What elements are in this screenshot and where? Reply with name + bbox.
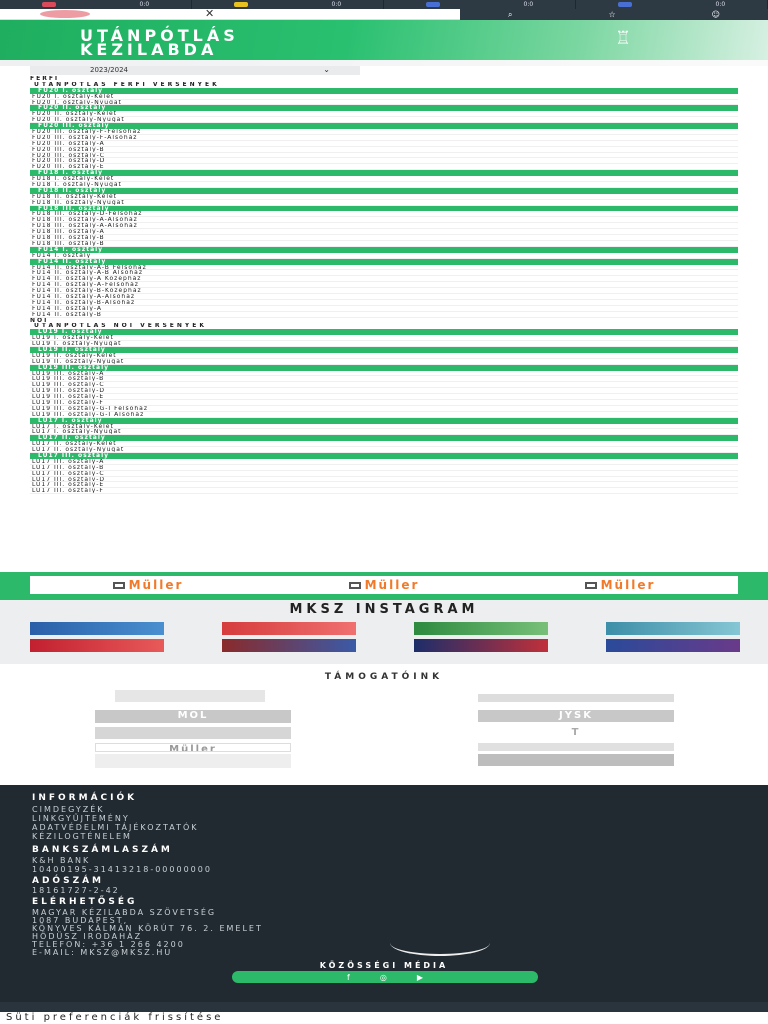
league-link[interactable]: FU20 III. osztály-C: [30, 153, 738, 159]
instagram-post[interactable]: [222, 639, 356, 652]
league-link[interactable]: LU17 III. osztály-E: [30, 482, 738, 488]
league-link[interactable]: LU19 III. osztály-E: [30, 394, 738, 400]
cookie-preferences-link[interactable]: Süti preferenciák frissítése: [0, 1012, 768, 1024]
footer-contact-line: HÖDÜSZ IRODAHÁZ: [32, 932, 143, 941]
league-link[interactable]: FU20 III. osztály-D: [30, 158, 738, 164]
chevron-down-icon: ⌄: [323, 66, 330, 74]
league-link[interactable]: FU18 III. osztály-A-Alsóház: [30, 217, 738, 223]
supporter-logo[interactable]: [95, 727, 291, 739]
footer-info-title: INFORMÁCIÓK: [32, 793, 138, 803]
league-link[interactable]: FU18 III. osztály-A-Alsóház: [30, 223, 738, 229]
match-score: 0:0: [331, 1, 342, 8]
match-score: 0:0: [715, 1, 726, 8]
footer-contact-line: 1087 BUDAPEST,: [32, 916, 129, 925]
league-link[interactable]: FU20 III. osztály-E: [30, 164, 738, 170]
footer-tax-title: ADÓSZÁM: [32, 876, 105, 886]
league-link[interactable]: FU18 I. osztály-Kelet: [30, 176, 738, 182]
trophy-icon: ♖: [615, 28, 632, 49]
league-link[interactable]: FU20 I. osztály-Nyugat: [30, 100, 738, 106]
section-heading: UTÁNPÓTLÁS FÉRFI VERSENYEK: [34, 81, 220, 88]
instagram-post[interactable]: [222, 622, 356, 635]
match-score-item[interactable]: [192, 0, 384, 9]
league-group-header: LU19 III. osztály: [30, 365, 738, 371]
footer-link[interactable]: ADATVÉDELMI TÁJÉKOZTATÓK: [32, 823, 199, 832]
footer-bank-title: BANKSZÁMLASZÁM: [32, 845, 173, 855]
league-group-header: LU17 II. osztály: [30, 435, 738, 441]
league-link[interactable]: LU17 I. osztály-Kelet: [30, 424, 738, 430]
nav-actions: [460, 9, 768, 20]
league-link[interactable]: FU14 II. osztály-A-B Felsőház: [30, 265, 738, 271]
section-label: NŐI: [30, 317, 49, 324]
sponsor-logo[interactable]: Müller: [349, 578, 420, 592]
league-link[interactable]: LU19 II. osztály-Kelet: [30, 353, 738, 359]
league-link[interactable]: LU19 III. osztály-C: [30, 382, 738, 388]
match-score: 0:0: [523, 1, 534, 8]
match-score-item[interactable]: [0, 0, 192, 9]
footer-link[interactable]: CIMDEGYZÉK: [32, 805, 105, 814]
league-link[interactable]: FU14 II. osztály-A-Alsóház: [30, 294, 738, 300]
league-group-header: FU20 I. osztály: [30, 88, 738, 94]
match-score: 0:0: [139, 1, 150, 8]
league-link[interactable]: FU20 III. osztály-F-Felsőház: [30, 129, 738, 135]
section-heading: UTÁNPÓTLÁS NŐI VERSENYEK: [34, 323, 207, 330]
close-icon[interactable]: ✕: [205, 7, 215, 20]
league-link[interactable]: FU20 I. osztály-Kelet: [30, 94, 738, 100]
hero-banner: [0, 20, 768, 60]
footer-link[interactable]: LINKGYŰJTEMÉNY: [32, 814, 130, 823]
youtube-icon[interactable]: ▶: [416, 972, 423, 982]
supporter-logo[interactable]: [478, 743, 674, 751]
supporter-logo-jysk[interactable]: JYSK: [478, 710, 674, 722]
league-link[interactable]: FU20 II. osztály-Nyugat: [30, 117, 738, 123]
season-value: 2023/2024: [90, 66, 128, 74]
footer-bank-name: K&H BANK: [32, 856, 91, 865]
competition-list: [0, 66, 768, 570]
instagram-post[interactable]: [606, 622, 740, 635]
live-score-strip: [0, 0, 768, 9]
footer-email[interactable]: E-MAIL: MKSZ@MKSZ.HU: [32, 948, 173, 957]
social-links: [232, 971, 538, 983]
supporter-logo-telekom[interactable]: T: [478, 727, 674, 739]
team-logo-icon: [426, 2, 440, 7]
copyright: [0, 1002, 768, 1012]
top-nav: [0, 9, 768, 20]
league-group-header: FU14 I. osztály: [30, 247, 738, 253]
league-link[interactable]: FU14 II. osztály-A-B Alsóház: [30, 270, 738, 276]
site-footer: [0, 785, 768, 1002]
league-group-header: LU17 III. osztály: [30, 453, 738, 459]
league-link[interactable]: FU14 II. osztály-B-Alsóház: [30, 300, 738, 306]
league-link[interactable]: FU14 II. osztály-A Középház: [30, 276, 738, 282]
team-logo-icon: [42, 2, 56, 7]
league-link[interactable]: FU18 III. osztály-A: [30, 229, 738, 235]
sponsor-band: [0, 572, 768, 600]
instagram-post[interactable]: [606, 639, 740, 652]
page-title-line2: KÉZILABDA: [80, 40, 218, 59]
league-group-header: FU18 III. osztály: [30, 206, 738, 212]
instagram-post[interactable]: [30, 622, 164, 635]
league-link[interactable]: LU17 II. osztály-Kelet: [30, 441, 738, 447]
league-link[interactable]: LU17 III. osztály-D: [30, 477, 738, 483]
league-link[interactable]: FU18 III. osztály-B: [30, 235, 738, 241]
league-link[interactable]: FU18 II. osztály-Nyugat: [30, 200, 738, 206]
competition-lines: [30, 76, 738, 494]
footer-tax-number: 18161727-2-42: [32, 886, 120, 895]
league-link[interactable]: FU14 II. osztály-A-Felsőház: [30, 282, 738, 288]
team-logo-icon: [234, 2, 248, 7]
footer-bank-account: 10400195-31413218-00000000: [32, 865, 212, 874]
sponsor-band-inner: [30, 576, 738, 594]
league-link[interactable]: LU19 III. osztály-F: [30, 400, 738, 406]
supporter-logo[interactable]: [478, 754, 674, 766]
season-select[interactable]: [30, 66, 360, 75]
league-group-header: FU14 II. osztály: [30, 259, 738, 265]
footer-link[interactable]: KÉZILOGTÉNELEM: [32, 832, 132, 841]
instagram-title: MKSZ INSTAGRAM: [289, 602, 479, 617]
league-link[interactable]: FU14 I. osztály: [30, 253, 738, 259]
league-link[interactable]: FU20 II. osztály-Kelet: [30, 111, 738, 117]
instagram-section: [0, 600, 768, 664]
social-media-title: KÖZÖSSÉGI MÉDIA: [319, 961, 449, 970]
facebook-icon[interactable]: f: [347, 972, 350, 982]
supporter-logo[interactable]: [95, 754, 291, 768]
league-link[interactable]: LU19 III. osztály-G-I Alsóház: [30, 412, 738, 418]
star-icon[interactable]: ☆: [608, 10, 616, 19]
league-link[interactable]: FU18 III. osztály-D-Felsőház: [30, 211, 738, 217]
supporter-logo[interactable]: [115, 690, 265, 702]
league-link[interactable]: LU19 II. osztály-Nyugat: [30, 359, 738, 365]
league-link[interactable]: LU19 I. osztály-Kelet: [30, 335, 738, 341]
league-group-header: FU20 III. osztály: [30, 123, 738, 129]
footer-contact-line: TELEFON: +36 1 266 4200: [32, 940, 185, 949]
league-group-header: FU18 I. osztály: [30, 170, 738, 176]
supporter-logo-mol[interactable]: MOL: [95, 710, 291, 723]
league-group-header: FU18 II. osztály: [30, 188, 738, 194]
league-link[interactable]: FU14 II. osztály-B: [30, 312, 738, 318]
league-link[interactable]: LU17 I. osztály-Nyugat: [30, 429, 738, 435]
supporters-title: TÁMOGATÓINK: [324, 672, 444, 682]
league-link[interactable]: LU17 III. osztály-F: [30, 488, 738, 494]
section-label: FÉRFI: [30, 76, 60, 82]
league-link[interactable]: FU18 III. osztály-B: [30, 241, 738, 247]
instagram-icon[interactable]: ◎: [379, 972, 387, 982]
league-link[interactable]: LU17 III. osztály-B: [30, 465, 738, 471]
instagram-post[interactable]: [414, 639, 548, 652]
instagram-post[interactable]: [30, 639, 164, 652]
user-icon[interactable]: ☺: [711, 10, 720, 19]
footer-contact-line: KÖNYVES KÁLMÁN KÖRÚT 76. 2. EMELET: [32, 924, 263, 933]
league-link[interactable]: FU14 II. osztály-A: [30, 306, 738, 312]
league-link[interactable]: LU19 III. osztály-B: [30, 376, 738, 382]
page-title-line1: UTÁNPÓTLÁS: [80, 26, 239, 45]
footer-contact-title: ELÉRHETŐSÉG: [32, 897, 138, 907]
league-group-header: LU19 II. osztály: [30, 347, 738, 353]
league-link[interactable]: FU20 III. osztály-B: [30, 147, 738, 153]
league-link[interactable]: LU19 III. osztály-G-I Felsőház: [30, 406, 738, 412]
league-group-header: LU19 I. osztály: [30, 329, 738, 335]
sponsor-logo[interactable]: Müller: [585, 578, 656, 592]
match-score-item[interactable]: [384, 0, 576, 9]
league-link[interactable]: LU19 III. osztály-A: [30, 371, 738, 377]
match-score-item[interactable]: [576, 0, 768, 9]
league-link[interactable]: FU14 II. osztály-B-Középház: [30, 288, 738, 294]
federation-logo: [390, 930, 490, 956]
supporter-logo-muller[interactable]: Müller: [95, 743, 291, 752]
league-link[interactable]: LU19 III. osztály-D: [30, 388, 738, 394]
league-link[interactable]: LU17 III. osztály-A: [30, 459, 738, 465]
league-link[interactable]: FU20 III. osztály-A: [30, 141, 738, 147]
site-logo[interactable]: [40, 10, 90, 18]
instagram-post[interactable]: [414, 622, 548, 635]
footer-contact-line: MAGYAR KÉZILABDA SZÖVETSÉG: [32, 908, 217, 917]
league-link[interactable]: FU18 I. osztály-Nyugat: [30, 182, 738, 188]
sponsor-logo[interactable]: Müller: [113, 578, 184, 592]
league-link[interactable]: LU17 II. osztály-Nyugat: [30, 447, 738, 453]
league-link[interactable]: LU17 III. osztály-C: [30, 471, 738, 477]
league-link[interactable]: LU19 I. osztály-Nyugat: [30, 341, 738, 347]
league-link[interactable]: FU20 III. osztály-F-Alsóház: [30, 135, 738, 141]
league-group-header: FU20 II. osztály: [30, 105, 738, 111]
league-link[interactable]: FU18 II. osztály-Kelet: [30, 194, 738, 200]
league-group-header: LU17 I. osztály: [30, 418, 738, 424]
search-icon[interactable]: ⌕: [508, 9, 513, 19]
supporter-logo[interactable]: [478, 694, 674, 702]
supporters-section: [0, 664, 768, 785]
team-logo-icon: [618, 2, 632, 7]
